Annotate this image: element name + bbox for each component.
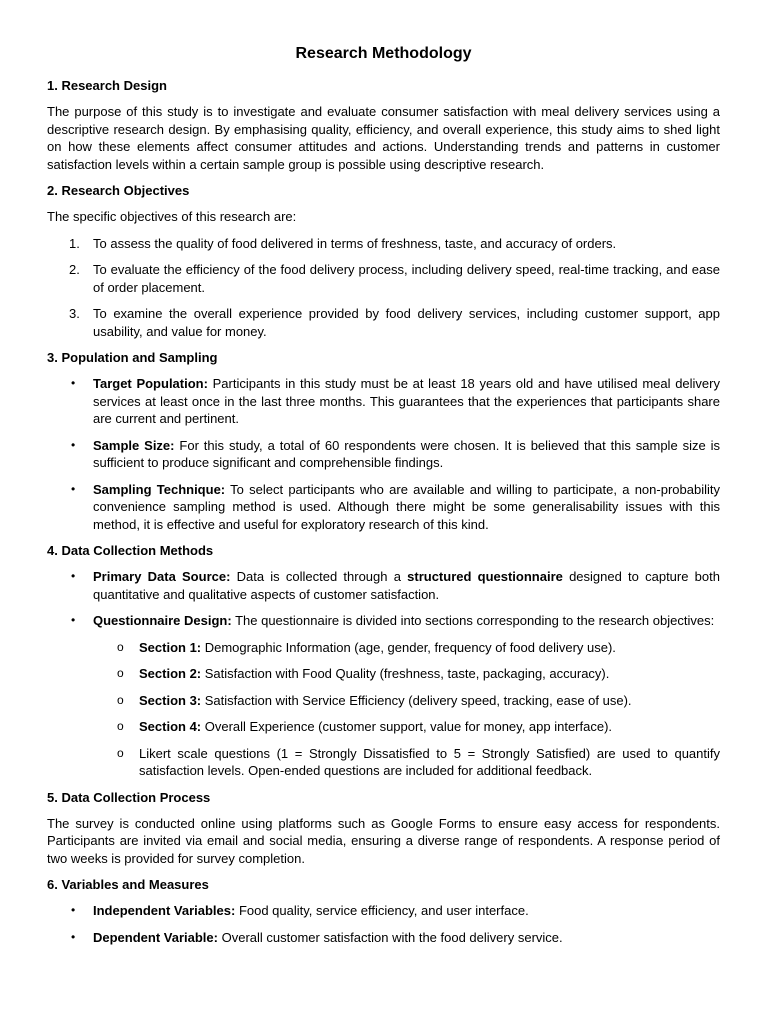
section-heading-population-sampling: 3. Population and Sampling [47, 350, 218, 365]
list-item-text: To examine the overall experience provided by food delivery services, including customer support, app usability, and value for money. [93, 306, 720, 339]
research-design-paragraph: The purpose of this study is to investigate and evaluate consumer satisfaction with meal delivery services using a descriptive research design. By emphasising quality, efficiency, and overall experience, this study aims to shed light on how these elements affect consumer attitudes and actions. Understanding trends and patterns in customer satisfaction levels within a certain sample group is possible using descriptive research. [47, 104, 720, 172]
bullet-icon: • [71, 376, 76, 390]
item-label: Sampling Technique: [93, 481, 226, 497]
item-text: Demographic Information (age, gender, frequency of food delivery use). [201, 639, 616, 655]
questionnaire-sections-list [93, 639, 720, 780]
list-item [47, 305, 720, 340]
list-item [47, 261, 720, 296]
item-label: Section 2: [139, 666, 202, 681]
list-item [93, 745, 720, 780]
bullet-icon: • [71, 613, 76, 627]
list-item [47, 612, 720, 780]
objectives-intro: The specific objectives of this research are: [47, 209, 297, 224]
list-item [47, 481, 720, 534]
item-label: Sample Size: [93, 437, 175, 453]
list-item [47, 235, 720, 253]
item-text: Satisfaction with Service Efficiency (delivery speed, tracking, ease of use). [201, 692, 632, 708]
bullet-icon: • [71, 929, 76, 944]
item-text: For this study, a total of 60 respondents were chosen. It is believed that this sample size is sufficient to produce significant and comprehensible findings. [93, 437, 720, 470]
sub-bullet-icon: o [117, 692, 124, 707]
document-content [47, 44, 720, 955]
variables-list [47, 902, 720, 946]
bullet-icon: • [71, 437, 76, 452]
item-text: Likert scale questions (1 = Strongly Dissatisfied to 5 = Strongly Satisfied) are used to quantify satisfaction levels. Open-ended questions are included for additional feedback. [139, 745, 720, 778]
item-text: Overall customer satisfaction with the food delivery service. [217, 929, 563, 945]
bullet-icon: • [71, 481, 76, 496]
section-heading-research-objectives: 2. Research Objectives [47, 183, 190, 198]
list-item [47, 929, 720, 947]
bullet-icon: • [71, 569, 76, 583]
item-text: designed to capture both quantitative and qualitative aspects of customer satisfaction. [93, 569, 720, 602]
data-collection-process-paragraph: The survey is conducted online using platforms such as Google Forms to ensure easy access for respondents. Participants are invited via email and social media, ensuring a diverse range of respondents. A response period of two weeks is provided for survey completion. [47, 815, 720, 866]
item-text: Food quality, service efficiency, and user interface. [235, 903, 529, 918]
objectives-list [47, 235, 720, 341]
population-list [47, 375, 720, 533]
list-item [47, 568, 720, 603]
sub-bullet-icon: o [117, 639, 124, 654]
list-item [47, 902, 720, 920]
item-label: Section 4: [139, 719, 202, 734]
item-text: The questionnaire is divided into sections corresponding to the research objectives: [231, 613, 715, 628]
item-label: Dependent Variable: [93, 929, 218, 945]
item-label: Section 3: [139, 692, 202, 708]
item-text: Overall Experience (customer support, value for money, app interface). [201, 719, 613, 734]
list-number: 2. [69, 262, 80, 277]
section-heading-variables-measures: 6. Variables and Measures [47, 877, 209, 892]
item-label: Primary Data Source: [93, 569, 231, 584]
item-text: To select participants who are available and willing to participate, a non-probability convenience sampling method is used. Although there might be some generalisability issues with this method, it is effective and useful for exploratory research of this kind. [93, 481, 720, 532]
list-item [93, 692, 720, 710]
section-heading-research-design: 1. Research Design [47, 78, 167, 93]
list-item [47, 375, 720, 428]
list-item [93, 718, 720, 736]
document-title: Research Methodology [295, 45, 472, 62]
item-label: Questionnaire Design: [93, 613, 232, 628]
list-item [93, 639, 720, 657]
item-emphasis: structured questionnaire [407, 569, 563, 584]
sub-bullet-icon: o [117, 719, 124, 733]
sub-bullet-icon: o [117, 745, 124, 760]
methods-list [47, 568, 720, 780]
list-number: 1. [69, 235, 80, 251]
item-text: Data is collected through a [230, 569, 408, 584]
item-label: Section 1: [139, 639, 202, 655]
item-label: Target Population: [93, 376, 208, 391]
section-heading-data-collection-process: 5. Data Collection Process [47, 789, 211, 805]
list-item-text: To evaluate the efficiency of the food delivery process, including delivery speed, real-time tracking, and ease of order placement. [93, 262, 720, 295]
item-text: Participants in this study must be at least 18 years old and have utilised meal delivery services at least once in the last three months. This guarantees that the experiences that participants share are current and pertinent. [93, 376, 720, 426]
item-label: Independent Variables: [93, 903, 236, 918]
list-item [47, 437, 720, 472]
sub-bullet-icon: o [117, 666, 124, 680]
bullet-icon: • [71, 903, 76, 917]
list-number: 3. [69, 306, 80, 321]
list-item-text: To assess the quality of food delivered in terms of freshness, taste, and accuracy of orders. [93, 235, 617, 251]
item-text: Satisfaction with Food Quality (freshness, taste, packaging, accuracy). [201, 666, 610, 681]
section-heading-data-collection-methods: 4. Data Collection Methods [47, 543, 214, 558]
list-item [93, 665, 720, 683]
